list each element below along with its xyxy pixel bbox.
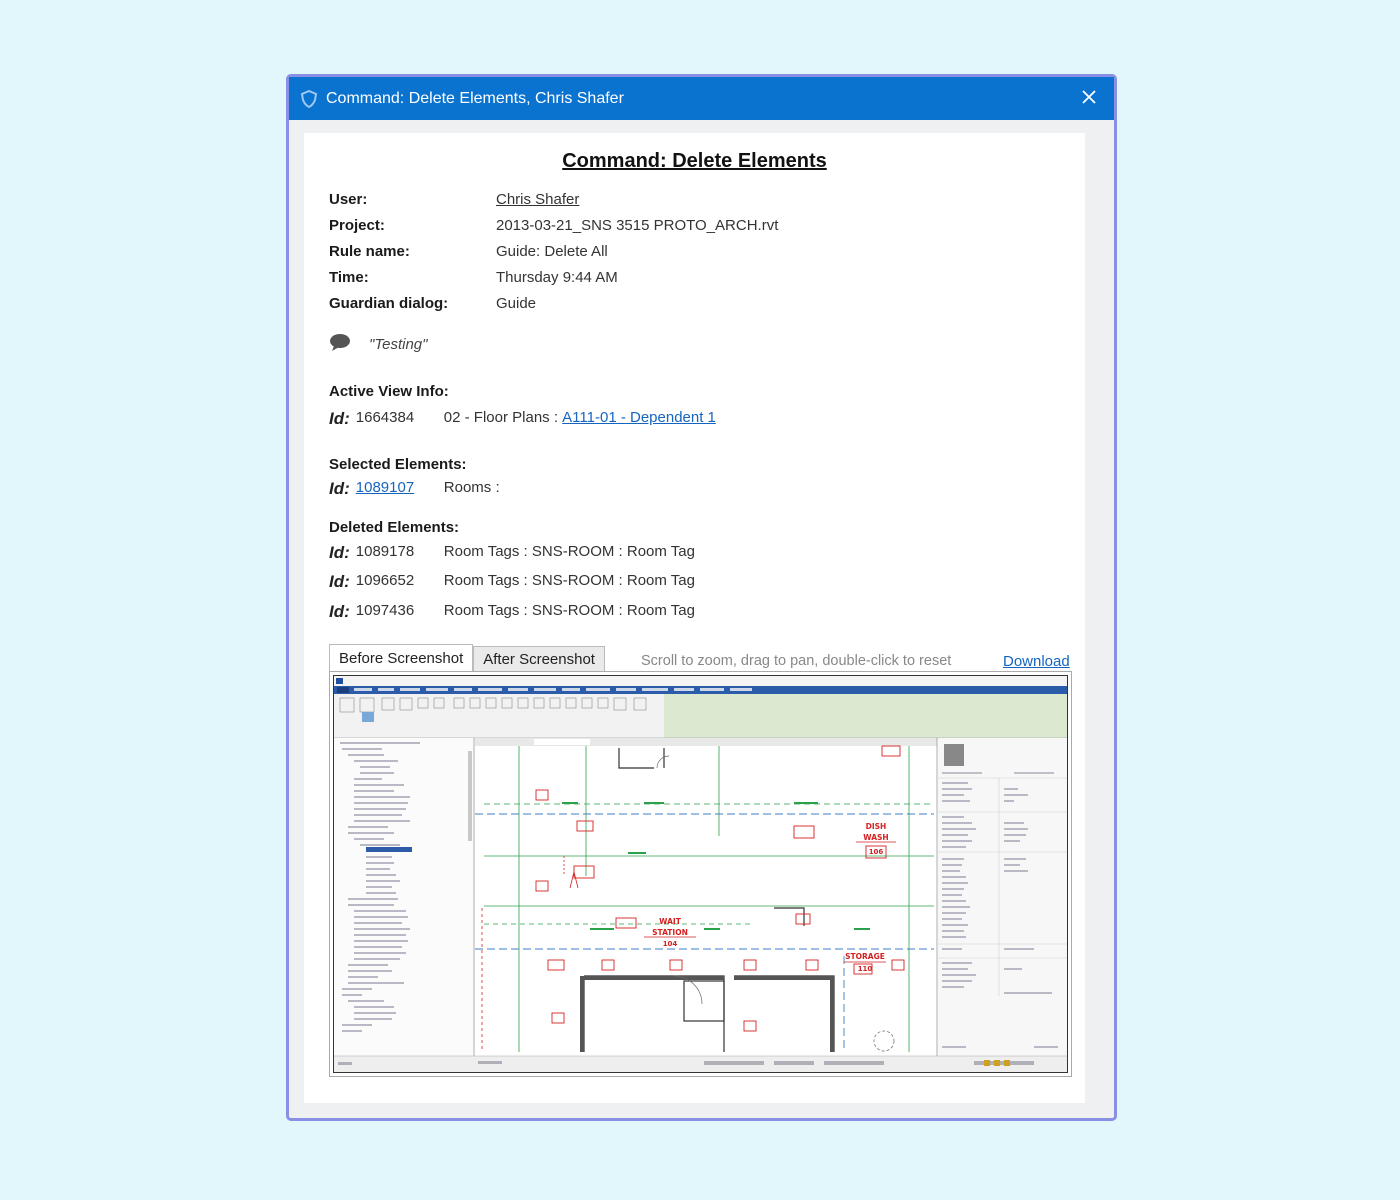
- element-desc: Rooms :: [443, 479, 500, 496]
- screenshot-viewer[interactable]: [329, 671, 1072, 1077]
- detail-row-user: [329, 191, 579, 208]
- plan-label-station-num: 104: [662, 940, 678, 948]
- comment-row: [329, 333, 427, 355]
- zoom-hint: Scroll to zoom, drag to pan, double-click to reset: [641, 653, 952, 669]
- plan-label-storage-num: 110: [857, 965, 873, 973]
- detail-value: 2013-03-21_SNS 3515 PROTO_ARCH.rvt: [496, 217, 779, 234]
- view-link[interactable]: A111-01 - Dependent 1: [562, 409, 716, 426]
- id-value: 1097436: [355, 602, 415, 619]
- report-content: [304, 133, 1085, 1103]
- plan-label-dish: DISH: [865, 822, 887, 831]
- report-heading: Command: Delete Elements: [562, 150, 827, 172]
- revit-screenshot[interactable]: [333, 675, 1068, 1073]
- guardian-app-icon: [300, 90, 318, 108]
- detail-value: Thursday 9:44 AM: [496, 269, 618, 286]
- tab-after-screenshot[interactable]: After Screenshot: [473, 646, 605, 674]
- detail-key: Time:: [329, 269, 369, 286]
- deleted-element-row: [329, 572, 695, 592]
- id-cell: [356, 479, 444, 499]
- id-label: Id:: [329, 572, 350, 591]
- deleted-element-row: [329, 543, 695, 563]
- tab-before-screenshot[interactable]: Before Screenshot: [329, 644, 473, 674]
- element-desc: Room Tags : SNS-ROOM : Room Tag: [443, 543, 695, 560]
- plan-label-wait: WAIT: [659, 917, 681, 926]
- plan-label-dish-num: 106: [868, 848, 884, 856]
- title-bar: [289, 77, 1114, 120]
- close-icon[interactable]: [1078, 86, 1100, 108]
- comment-text: "Testing": [369, 335, 428, 353]
- detail-value: Guide: [496, 295, 537, 312]
- plan-label-storage: STORAGE: [845, 952, 885, 961]
- id-value: 1664384: [355, 409, 415, 426]
- element-desc: Room Tags : SNS-ROOM : Room Tag: [443, 572, 695, 589]
- command-window: [286, 74, 1117, 1121]
- download-link[interactable]: Download: [1003, 653, 1070, 670]
- detail-row-dialog: [329, 295, 536, 312]
- detail-key: User:: [329, 191, 368, 208]
- detail-key: Project:: [329, 217, 385, 234]
- deleted-element-row: [329, 602, 695, 622]
- active-view-row: [329, 409, 716, 429]
- active-view-title: Active View Info:: [329, 383, 449, 400]
- deleted-elements-title: Deleted Elements:: [329, 519, 460, 536]
- view-desc: 02 - Floor Plans :: [443, 409, 563, 426]
- element-id-link[interactable]: 1089107: [355, 479, 415, 496]
- id-value: 1089178: [355, 543, 415, 560]
- speech-bubble-icon: [329, 333, 351, 355]
- revit-screenshot-image: [334, 676, 1067, 1072]
- id-label: Id:: [329, 409, 350, 428]
- id-label: Id:: [329, 602, 350, 621]
- detail-value: Guide: Delete All: [496, 243, 608, 260]
- id-label: Id:: [329, 543, 350, 562]
- selected-elements-title: Selected Elements:: [329, 456, 467, 473]
- detail-row-time: [329, 269, 618, 286]
- user-link[interactable]: Chris Shafer: [496, 191, 580, 208]
- selected-element-row: [329, 479, 500, 499]
- screenshot-tabs: [329, 644, 605, 672]
- detail-key: Guardian dialog:: [329, 295, 449, 312]
- plan-label-station: STATION: [652, 928, 688, 937]
- detail-key: Rule name:: [329, 243, 410, 260]
- detail-row-rule: [329, 243, 608, 260]
- detail-row-project: [329, 217, 778, 234]
- window-title: Command: Delete Elements, Chris Shafer: [326, 89, 624, 107]
- plan-label-wash: WASH: [863, 833, 889, 842]
- id-label: Id:: [329, 479, 350, 498]
- id-value: 1096652: [355, 572, 415, 589]
- element-desc: Room Tags : SNS-ROOM : Room Tag: [443, 602, 695, 619]
